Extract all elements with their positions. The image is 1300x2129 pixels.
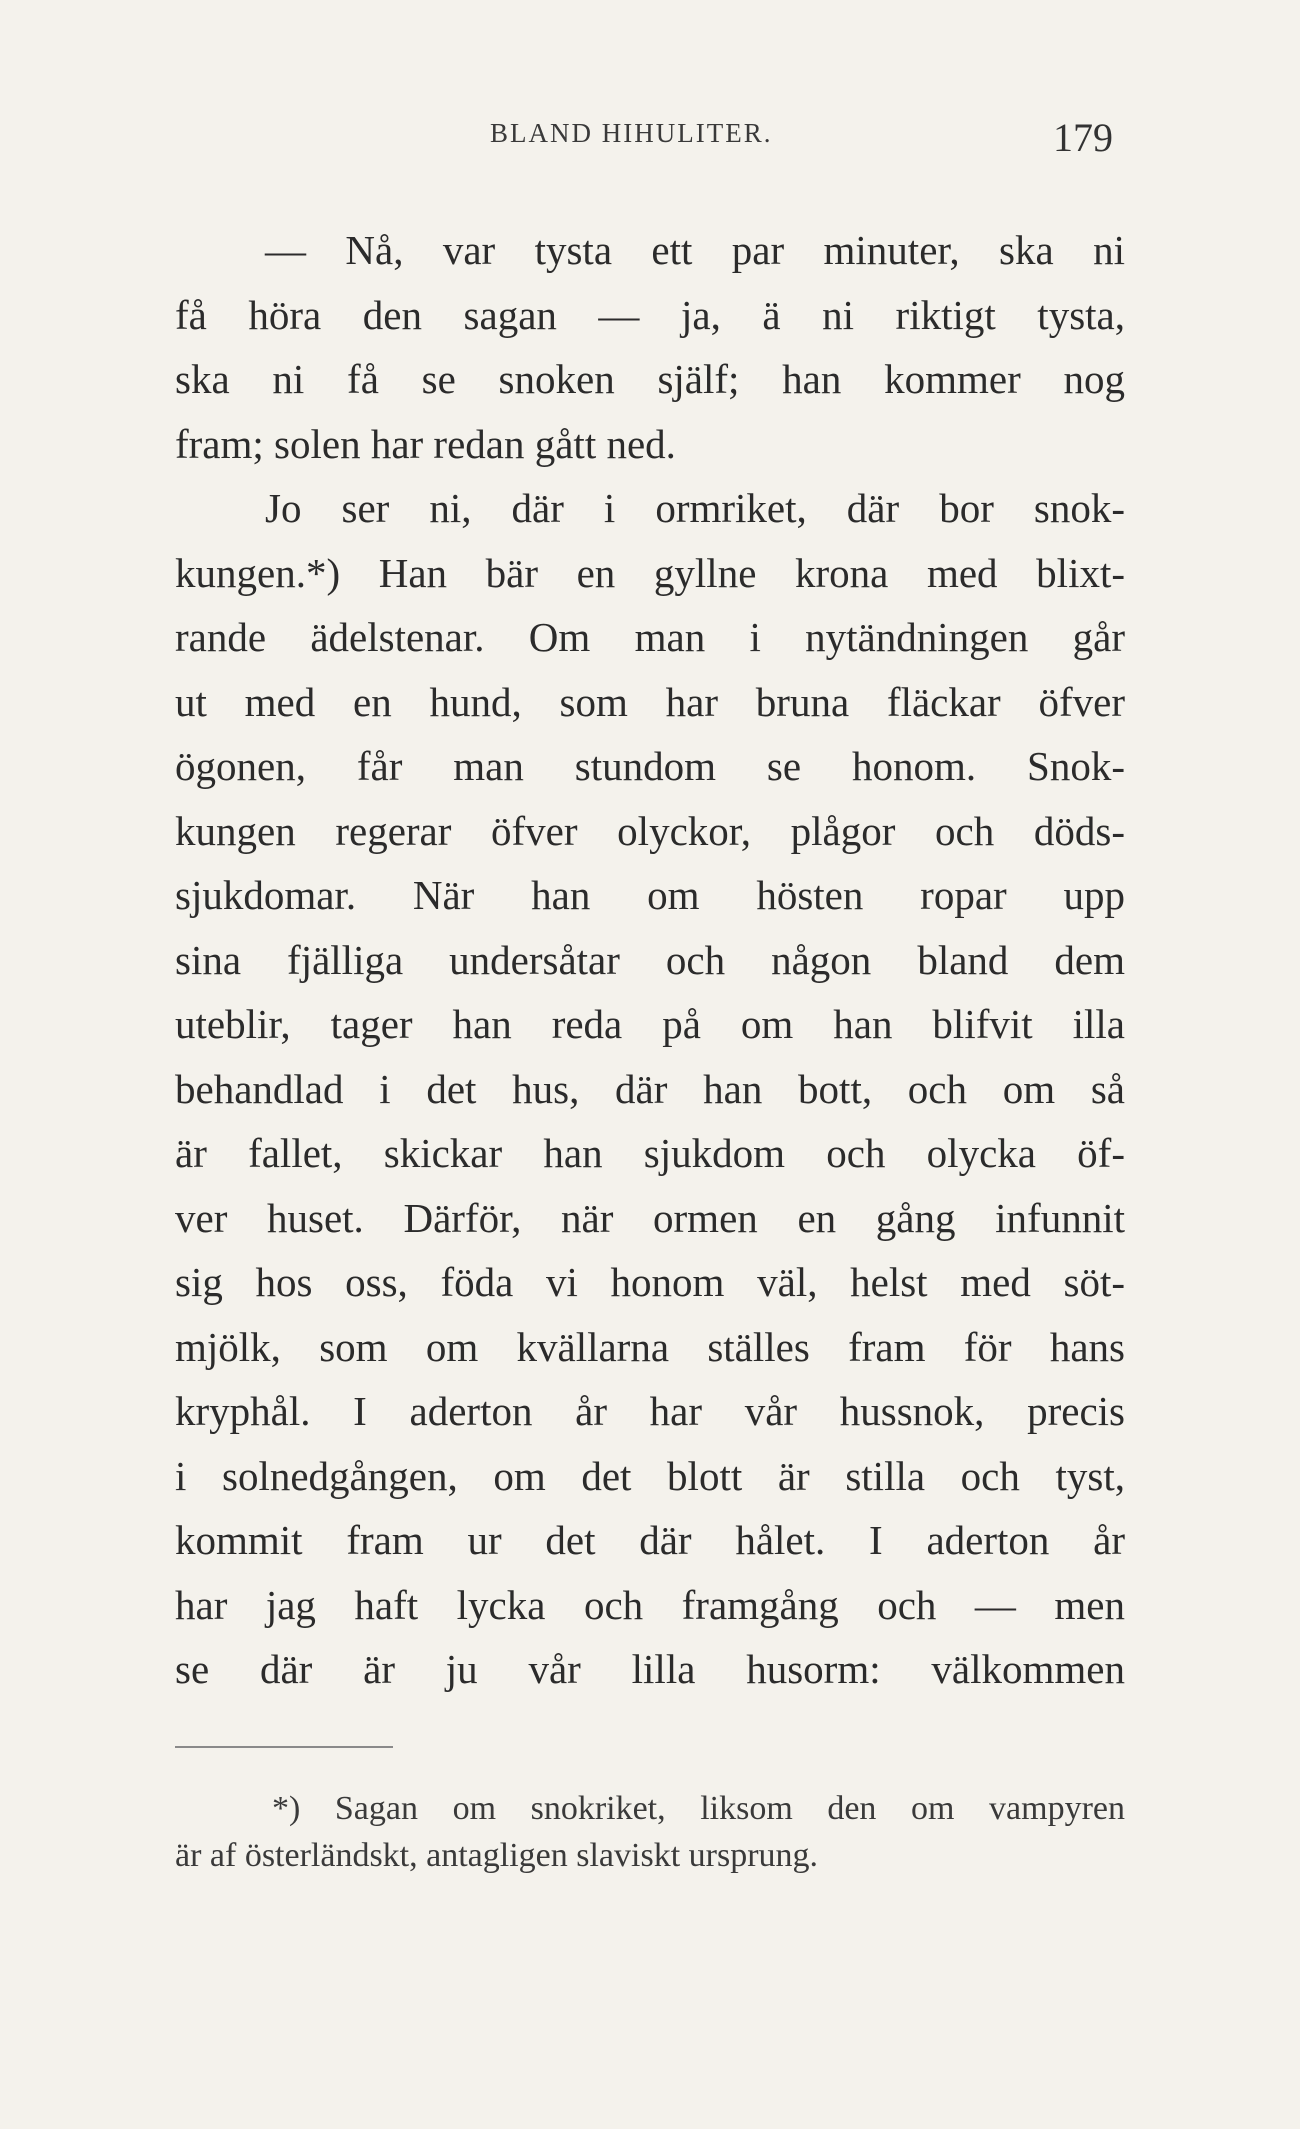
- text-line: uteblir, tager han reda på om han blifvit illa: [175, 1001, 1125, 1047]
- text-line: har jag haft lycka och framgång och — men: [175, 1581, 1125, 1628]
- text-line: få höra den sagan — ja, ä ni riktigt tysta,: [175, 291, 1125, 338]
- text-line: mjölk, som om kvällarna ställes fram för hans: [175, 1323, 1125, 1370]
- text-line: ver huset. Därför, när ormen en gång infunnit: [175, 1194, 1125, 1241]
- text-line: sig hos oss, föda vi honom väl, helst med söt-: [175, 1259, 1125, 1305]
- text-line: kryphål. I aderton år har vår hussnok, precis: [175, 1388, 1125, 1434]
- text-line: kungen.*) Han bär en gyllne krona med blixt-: [175, 549, 1125, 596]
- text-line: rande ädelstenar. Om man i nytändningen går: [175, 614, 1125, 660]
- text-line: behandlad i det hus, där han bott, och om så: [175, 1065, 1125, 1112]
- text-line: Jo ser ni, där i ormriket, där bor snok-: [265, 485, 1125, 531]
- text-line: ska ni få se snoken själf; han kommer nog: [175, 356, 1125, 402]
- footnote-rule: [175, 1746, 393, 1748]
- text-line: är fallet, skickar han sjukdom och olycka öf-: [175, 1130, 1125, 1176]
- text-line: se där är ju vår lilla husorm: välkommen: [175, 1646, 1125, 1692]
- page-number: 179: [1053, 115, 1113, 160]
- footnote-line: är af österländskt, antagligen slaviskt ursprung.: [175, 1837, 819, 1874]
- text-line: i solnedgången, om det blott är stilla och tyst,: [175, 1452, 1125, 1499]
- text-line: ut med en hund, som har bruna fläckar öfver: [175, 678, 1125, 725]
- text-line: kommit fram ur det där hålet. I aderton år: [175, 1517, 1125, 1563]
- text-line: sjukdomar. När han om hösten ropar upp: [175, 872, 1125, 918]
- text-line: kungen regerar öfver olyckor, plågor och döds-: [175, 807, 1125, 854]
- text-line: sina fjälliga undersåtar och någon bland dem: [175, 936, 1125, 983]
- running-head: BLAND HIHULITER.: [490, 118, 773, 148]
- text-line: ögonen, får man stundom se honom. Snok-: [175, 743, 1125, 789]
- text-line: — Nå, var tysta ett par minuter, ska ni: [265, 227, 1125, 273]
- body-text: [175, 218, 1125, 1702]
- footnote-line: *) Sagan om snokriket, liksom den om vampyren: [272, 1790, 1125, 1827]
- footnote: [175, 1785, 1125, 1879]
- text-line: fram; solen har redan gått ned.: [175, 420, 676, 467]
